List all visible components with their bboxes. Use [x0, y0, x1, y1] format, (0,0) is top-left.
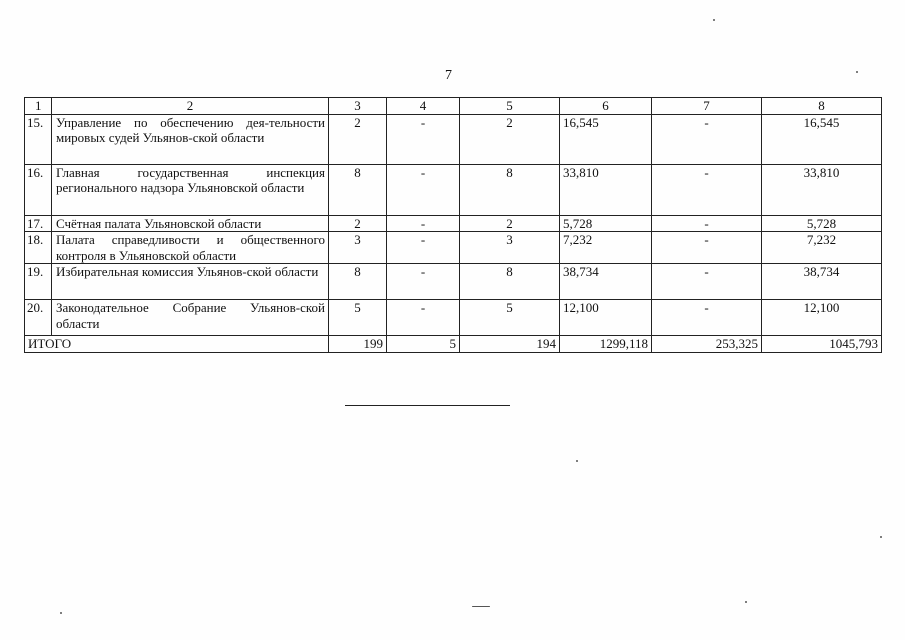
cell-col7: -	[652, 264, 762, 300]
cell-col7: -	[652, 300, 762, 336]
header-cell: 8	[762, 98, 882, 115]
organization-name: Управление по обеспечению дея-тельности мировых судей Ульянов-ской области	[52, 114, 329, 164]
cell-col4: -	[387, 164, 460, 215]
header-cell: 1	[25, 98, 52, 115]
scan-speck	[856, 71, 858, 73]
table-row	[25, 215, 882, 232]
cell-col8: 33,810	[762, 164, 882, 215]
organization-name: Законодательное Собрание Ульянов-ской области	[52, 300, 329, 336]
table-row	[25, 232, 882, 264]
cell-col8: 12,100	[762, 300, 882, 336]
cell-col4: -	[387, 232, 460, 264]
scan-speck	[576, 460, 578, 462]
cell-col3: 2	[329, 114, 387, 164]
scan-speck	[713, 19, 715, 21]
page-number: 7	[445, 68, 452, 83]
cell-col5: 2	[460, 215, 560, 232]
cell-col7: -	[652, 215, 762, 232]
row-number: 20.	[25, 300, 52, 336]
table-header-row	[25, 98, 882, 115]
cell-col6: 5,728	[560, 215, 652, 232]
cell-col3: 8	[329, 164, 387, 215]
cell-col6: 16,545	[560, 114, 652, 164]
cell-col6: 38,734	[560, 264, 652, 300]
row-number: 19.	[25, 264, 52, 300]
scan-speck	[880, 536, 882, 538]
cell-col5: 2	[460, 114, 560, 164]
header-cell: 3	[329, 98, 387, 115]
row-number: 15.	[25, 114, 52, 164]
cell-col8: 16,545	[762, 114, 882, 164]
cell-col5: 5	[460, 300, 560, 336]
total-col6: 1299,118	[560, 336, 652, 353]
row-number: 18.	[25, 232, 52, 264]
cell-col3: 2	[329, 215, 387, 232]
budget-table	[24, 97, 882, 353]
total-col4: 5	[387, 336, 460, 353]
total-col5: 194	[460, 336, 560, 353]
cell-col7: -	[652, 232, 762, 264]
cell-col8: 5,728	[762, 215, 882, 232]
row-number: 17.	[25, 215, 52, 232]
table-row	[25, 114, 882, 164]
cell-col4: -	[387, 264, 460, 300]
total-col7: 253,325	[652, 336, 762, 353]
scan-speck	[472, 606, 490, 607]
cell-col8: 7,232	[762, 232, 882, 264]
cell-col8: 38,734	[762, 264, 882, 300]
table-row	[25, 164, 882, 215]
cell-col3: 3	[329, 232, 387, 264]
cell-col5: 8	[460, 264, 560, 300]
header-cell: 4	[387, 98, 460, 115]
row-number: 16.	[25, 164, 52, 215]
header-cell: 7	[652, 98, 762, 115]
cell-col6: 12,100	[560, 300, 652, 336]
organization-name: Палата справедливости и общественного контроля в Ульяновской области	[52, 232, 329, 264]
organization-name: Избирательная комиссия Ульянов-ской области	[52, 264, 329, 300]
cell-col5: 3	[460, 232, 560, 264]
cell-col5: 8	[460, 164, 560, 215]
cell-col6: 7,232	[560, 232, 652, 264]
total-col3: 199	[329, 336, 387, 353]
cell-col4: -	[387, 300, 460, 336]
header-cell: 2	[52, 98, 329, 115]
cell-col3: 8	[329, 264, 387, 300]
header-cell: 5	[460, 98, 560, 115]
scan-speck	[745, 601, 747, 603]
table-row	[25, 300, 882, 336]
cell-col7: -	[652, 164, 762, 215]
organization-name: Счётная палата Ульяновской области	[52, 215, 329, 232]
separator-line	[345, 405, 510, 406]
cell-col6: 33,810	[560, 164, 652, 215]
scan-speck	[60, 612, 62, 614]
total-col8: 1045,793	[762, 336, 882, 353]
cell-col3: 5	[329, 300, 387, 336]
header-cell: 6	[560, 98, 652, 115]
total-row	[25, 336, 882, 353]
total-label: ИТОГО	[25, 336, 329, 353]
cell-col7: -	[652, 114, 762, 164]
cell-col4: -	[387, 114, 460, 164]
table-row	[25, 264, 882, 300]
organization-name: Главная государственная инспекция регионального надзора Ульяновской области	[52, 164, 329, 215]
cell-col4: -	[387, 215, 460, 232]
